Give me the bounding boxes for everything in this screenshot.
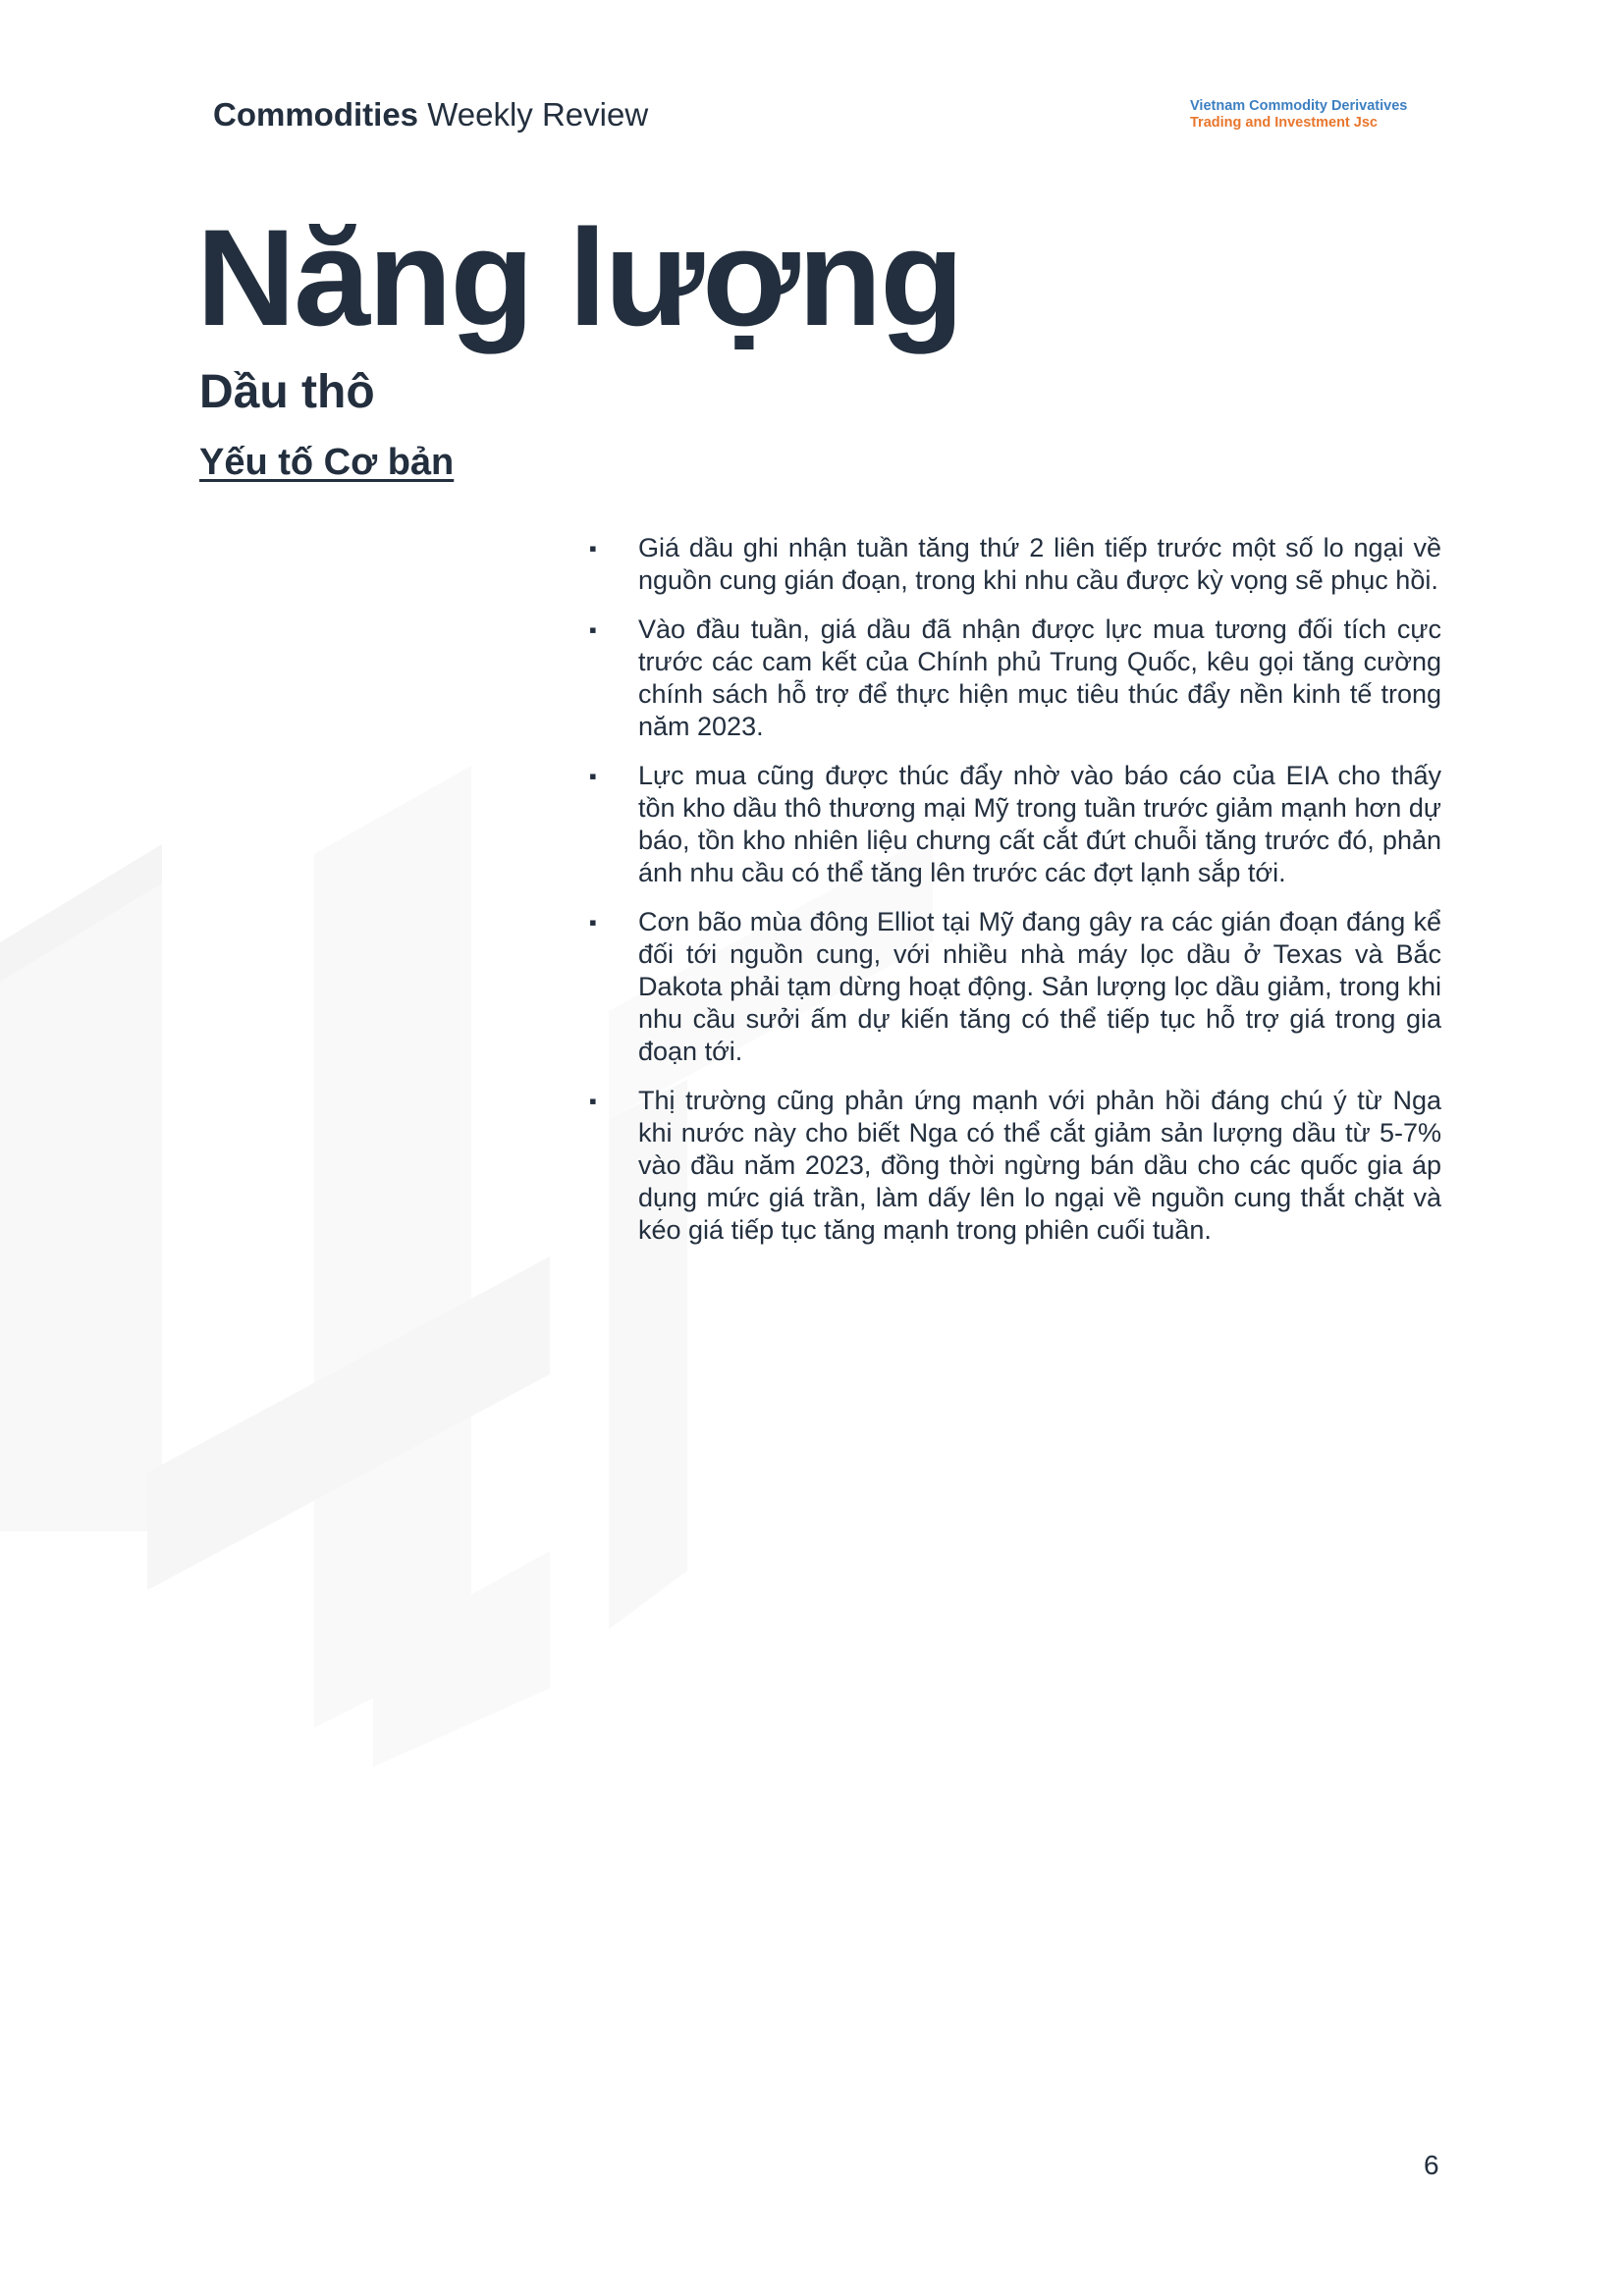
bullet-item — [583, 906, 1441, 1068]
bullet-item — [583, 1085, 1441, 1247]
subsection-title: Dầu thô — [199, 366, 375, 418]
bullet-marker: ▪ — [589, 1089, 597, 1113]
logo-line-1: Vietnam Commodity Derivatives — [1190, 98, 1408, 114]
subheading: Yếu tố Cơ bản — [199, 442, 455, 483]
bullet-text: Thị trường cũng phản ứng mạnh với phản hồi đáng chú ý từ Nga khi nước này cho biết Nga có thể cắt giảm sản lượng dầu từ 5-7% vào đầu năm 2023, đồng thời ngừng bán dầu cho các quốc gia áp dụng mức giá trần, làm dấy lên lo ngại về nguồn cung thắt chặt và kéo giá tiếp tục tăng mạnh trong phiên cuối tuần. — [638, 1086, 1441, 1245]
report-header-bold: Commodities — [213, 96, 419, 133]
section-title: Năng lượng — [196, 200, 962, 354]
bullet-marker: ▪ — [589, 617, 597, 642]
bullet-marker: ▪ — [589, 764, 597, 788]
logo-line-2: Trading and Investment Jsc — [1190, 115, 1378, 131]
bullet-text: Vào đầu tuần, giá dầu đã nhận được lực mua tương đối tích cực trước các cam kết của Chính phủ Trung Quốc, kêu gọi tăng cường chính sách hỗ trợ để thực hiện mục tiêu thúc đẩy nền kinh tế trong năm 2023. — [638, 614, 1441, 741]
bullet-item — [583, 614, 1441, 743]
bullet-list — [583, 532, 1441, 1263]
bullet-item — [583, 760, 1441, 889]
report-header — [213, 96, 648, 133]
bullet-marker: ▪ — [589, 910, 597, 934]
bullet-item — [583, 532, 1441, 597]
bullet-text: Lực mua cũng được thúc đẩy nhờ vào báo cáo của EIA cho thấy tồn kho dầu thô thương mại Mỹ trong tuần trước giảm mạnh hơn dự báo, tồn kho nhiên liệu chưng cất cắt đứt chuỗi tăng trước đó, phản ánh nhu cầu có thể tăng lên trước các đợt lạnh sắp tới. — [638, 761, 1441, 887]
company-logo — [1190, 98, 1407, 132]
bullet-text: Giá dầu ghi nhận tuần tăng thứ 2 liên tiếp trước một số lo ngại về nguồn cung gián đoạn, trong khi nhu cầu được kỳ vọng sẽ phục hồi. — [638, 533, 1441, 595]
bullet-text: Cơn bão mùa đông Elliot tại Mỹ đang gây ra các gián đoạn đáng kể đối tới nguồn cung, với nhiều nhà máy lọc dầu ở Texas và Bắc Dakota phải tạm dừng hoạt động. Sản lượng lọc dầu giảm, trong khi nhu cầu sưởi ấm dự kiến tăng có thể tiếp tục hỗ trợ giá trong gia đoạn tới. — [638, 907, 1441, 1066]
report-header-regular: Weekly Review — [418, 96, 649, 133]
bullet-marker: ▪ — [589, 536, 597, 561]
page-number: 6 — [1424, 2150, 1439, 2180]
